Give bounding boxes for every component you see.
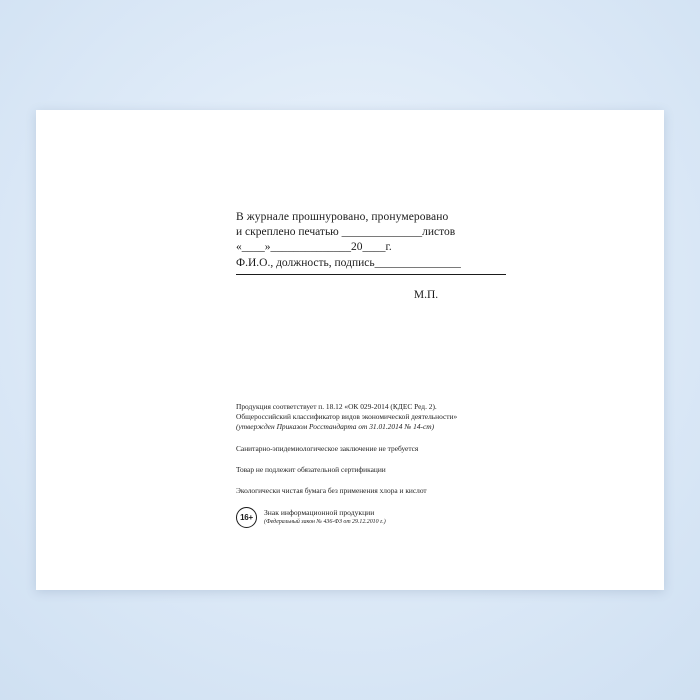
okved-line-1: Продукция соответствует п. 18.12 «ОК 029-2014 (КДЕС Ред. 2). bbox=[236, 402, 437, 411]
certification-block bbox=[236, 210, 566, 301]
certification-line-1: В журнале прошнуровано, пронумеровано bbox=[236, 211, 449, 223]
age-rating-row bbox=[236, 507, 596, 528]
okved-line-3: (утвержден Приказом Росстандарта от 31.01.2014 № 14-ст) bbox=[236, 422, 435, 432]
signature-rule bbox=[236, 273, 506, 275]
certification-signature-line: Ф.И.О., должность, подпись_______________ bbox=[236, 257, 461, 269]
spacer-3 bbox=[236, 475, 596, 486]
age-rating-title: Знак информационной продукции bbox=[264, 508, 375, 518]
certification-line-2: и скреплено печатью ______________листов bbox=[236, 226, 456, 238]
product-info-block bbox=[236, 402, 596, 528]
eco-paper-note: Экологически чистая бумага без применения хлора и кислот bbox=[236, 486, 427, 496]
age-rating-law-reference: (Федеральный закон № 436-ФЗ от 29.12.2010 г.) bbox=[264, 518, 386, 525]
certification-date-line: «____»______________20____г. bbox=[236, 241, 392, 253]
seal-mark: М.П. bbox=[413, 289, 439, 301]
age-rating-icon: 16+ bbox=[236, 507, 257, 528]
age-rating-text bbox=[264, 508, 386, 527]
okved-line-2: Общероссийский классификатор видов экономической деятельности» bbox=[236, 412, 458, 422]
spacer-2 bbox=[236, 454, 596, 465]
document-page bbox=[36, 110, 664, 590]
spacer-1 bbox=[236, 433, 596, 444]
certification-not-required-note: Товар не подлежит обязательной сертификации bbox=[236, 464, 386, 474]
sanitary-conclusion-note: Санитарно-эпидемиологическое заключение не требуется bbox=[236, 443, 419, 453]
document-content bbox=[36, 110, 664, 590]
